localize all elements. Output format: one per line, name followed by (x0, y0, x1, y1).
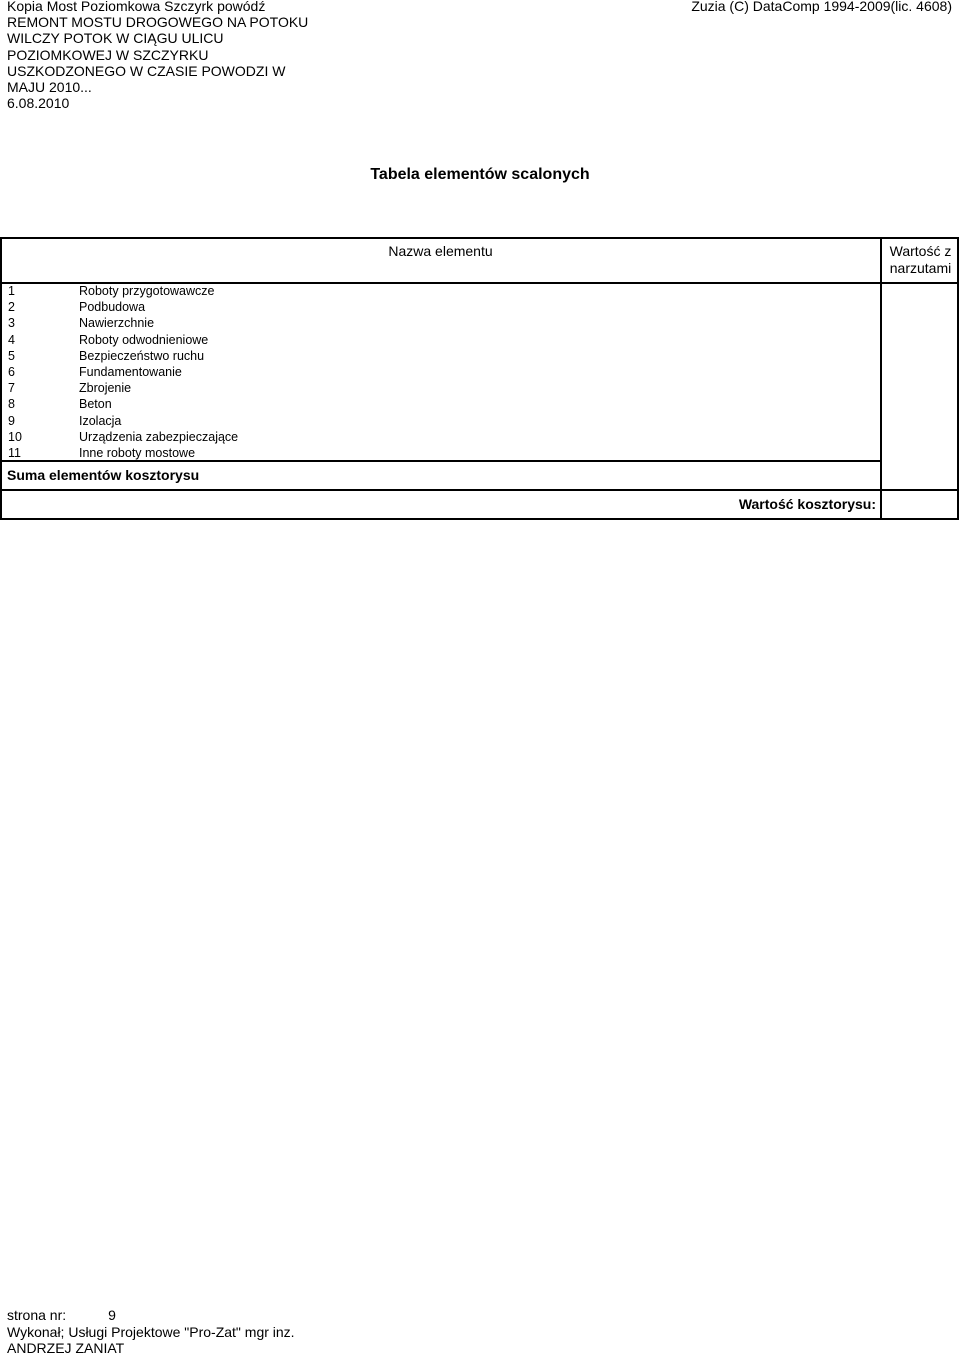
header-title-line: USZKODZONEGO W CZASIE POWODZI W (7, 62, 286, 79)
row-number: 9 (8, 413, 15, 428)
author-name: ANDRZEJ ZANIAT (7, 1340, 125, 1356)
author-line: Wykonał; Usługi Projektowe "Pro-Zat" mgr inz. (7, 1323, 295, 1340)
table-sum-divider (0, 489, 959, 491)
header-title-line: Kopia Most Poziomkowa Szczyrk powódź (7, 0, 266, 14)
row-label: Urządzenia zabezpieczające (79, 429, 239, 444)
table-row (0, 283, 880, 299)
sum-elements-label: Suma elementów kosztorysu (7, 467, 200, 483)
header-title-line: REMONT MOSTU DROGOWEGO NA POTOKU (7, 14, 309, 31)
row-label: Zbrojenie (79, 381, 132, 396)
table-row (0, 380, 880, 396)
page-number-label: strona nr: (7, 1307, 67, 1323)
header-title-line: POZIOMKOWEJ W SZCZYRKU (7, 46, 209, 63)
document-header (7, 0, 337, 111)
row-label: Bezpieczeństwo ruchu (79, 348, 205, 363)
row-label: Izolacja (79, 413, 122, 428)
column-header-value-line: Wartość z (889, 243, 952, 259)
table-row (0, 315, 880, 331)
table-row (0, 396, 880, 412)
page-number: 9 (108, 1307, 116, 1323)
row-number: 7 (8, 381, 15, 396)
row-number: 10 (8, 429, 22, 444)
row-label: Roboty odwodnieniowe (79, 332, 209, 347)
column-header-value-line: narzutami (889, 260, 952, 276)
row-number: 6 (8, 365, 15, 379)
table-row (0, 364, 880, 380)
table-row (0, 445, 880, 461)
row-label: Roboty przygotowawcze (79, 284, 215, 298)
header-date: 6.08.2010 (7, 95, 70, 112)
row-number: 8 (8, 397, 15, 412)
column-header-name: Nazwa elementu (388, 243, 493, 259)
page-number-line (7, 1307, 295, 1324)
column-header-value (883, 243, 958, 277)
table-row (0, 413, 880, 429)
row-number: 5 (8, 348, 15, 363)
total-value-label: Wartość kosztorysu: (738, 496, 876, 512)
row-number: 11 (8, 446, 21, 460)
row-number: 2 (8, 300, 15, 315)
row-label: Fundamentowanie (79, 365, 182, 379)
row-number: 1 (8, 284, 15, 298)
page-footer (7, 1307, 295, 1357)
table-border-top (0, 237, 959, 239)
row-label: Nawierzchnie (79, 316, 155, 331)
table-border-right (957, 237, 959, 520)
table-row (0, 348, 880, 364)
header-title-line: WILCZY POTOK W CIĄGU ULICU (7, 30, 224, 47)
header-title-line: MAJU 2010... (7, 79, 92, 96)
row-number: 4 (8, 332, 15, 347)
row-number: 3 (8, 316, 15, 331)
table-column-divider (880, 237, 882, 520)
page-title: Tabela elementów scalonych (370, 166, 590, 183)
row-label: Inne roboty mostowe (79, 446, 196, 460)
table-row (0, 332, 880, 348)
row-label: Beton (79, 397, 112, 412)
table-row (0, 429, 880, 445)
row-label: Podbudowa (79, 300, 146, 315)
table-border-bottom (0, 518, 959, 520)
software-credit: Zuzia (C) DataComp 1994-2009(lic. 4608) (691, 0, 952, 14)
table-row (0, 299, 880, 315)
